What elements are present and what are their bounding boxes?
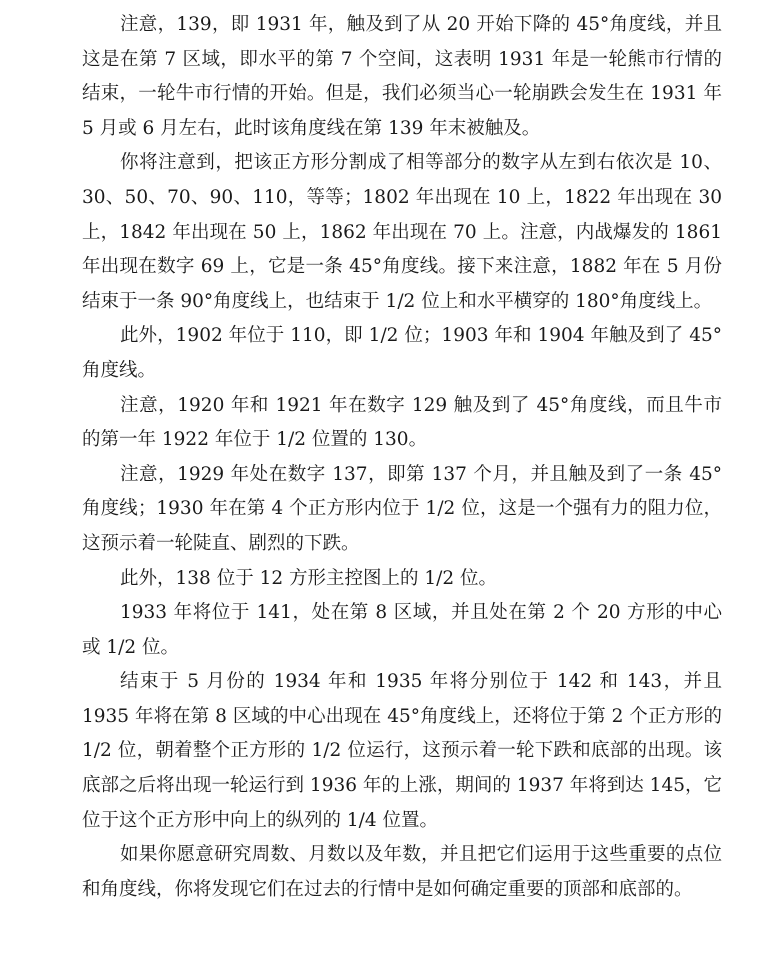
paragraph-8: 结束于 5 月份的 1934 年和 1935 年将分别位于 142 和 143，并且 1935 年将在第 8 区域的中心出现在 45°角度线上，还将位于第 2 个正方形的 1/2 位，朝着整个正方形的 1/2 位运行，这预示着一轮下跌和底部的出现。该底部之后将出现一轮运行到 1936 年的上涨，期间的 1937 年将到达 145，它位于这个正方形中向上的纵列的 1/4 位置。 bbox=[82, 671, 722, 831]
paragraph-2: 你将注意到，把该正方形分割成了相等部分的数字从左到右依次是 10、30、50、70、90、110，等等；1802 年出现在 10 上，1822 年出现在 30 上，1842 年出现在 50 上，1862 年出现在 70 上。注意，内战爆发的 1861 年出现在数字 69 上，它是一条 45°角度线。接下来注意，1882 年在 5 月份结束于一条 90°角度线上，也结束于 1/2 位上和水平横穿的 180°角度线上。 bbox=[82, 152, 722, 312]
paragraph-5: 注意，1929 年处在数字 137，即第 137 个月，并且触及到了一条 45°角度线；1930 年在第 4 个正方形内位于 1/2 位，这是一个强有力的阻力位，这预示着一轮陡直、剧烈的下跌。 bbox=[82, 463, 722, 554]
paragraph-1: 注意，139，即 1931 年，触及到了从 20 开始下降的 45°角度线，并且这是在第 7 区域，即水平的第 7 个空间，这表明 1931 年是一轮熊市行情的结束，一轮牛市行情的开始。但是，我们必须当心一轮崩跌会发生在 1931 年 5 月或 6 月左右，此时该角度线在第 139 年末被触及。 bbox=[82, 14, 722, 139]
paragraph-3: 此外，1902 年位于 110，即 1/2 位；1903 年和 1904 年触及到了 45°角度线。 bbox=[82, 325, 722, 381]
paragraph-7: 1933 年将位于 141，处在第 8 区域，并且处在第 2 个 20 方形的中心或 1/2 位。 bbox=[82, 602, 722, 658]
paragraph-6: 此外，138 位于 12 方形主控图上的 1/2 位。 bbox=[120, 567, 498, 589]
paragraph-4: 注意，1920 年和 1921 年在数字 129 触及到了 45°角度线，而且牛市的第一年 1922 年位于 1/2 位置的 130。 bbox=[82, 394, 722, 451]
paragraph-9: 如果你愿意研究周数、月数以及年数，并且把它们运用于这些重要的点位和角度线，你将发现它们在过去的行情中是如何确定重要的顶部和底部的。 bbox=[82, 844, 722, 900]
